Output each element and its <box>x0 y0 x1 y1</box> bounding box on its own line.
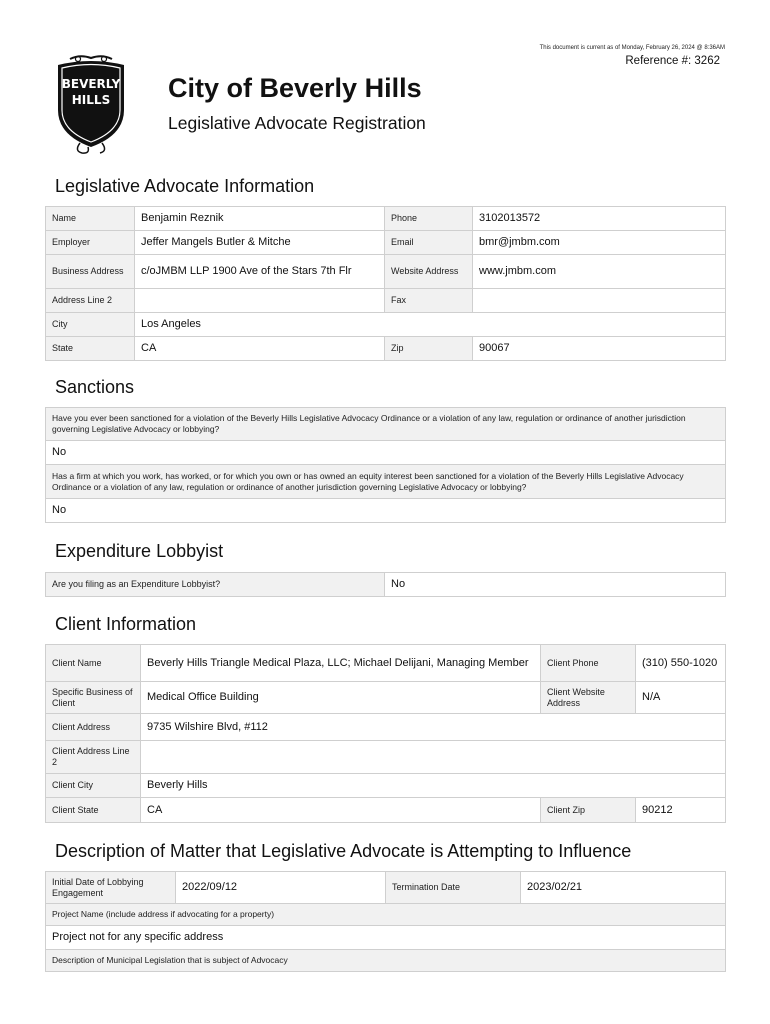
client-city-label: Client City <box>46 774 141 798</box>
address-line2-value <box>135 289 385 313</box>
city-label: City <box>46 313 135 337</box>
section-heading-client: Client Information <box>55 614 197 634</box>
page-title: City of Beverly Hills <box>168 73 422 103</box>
client-state-value: CA <box>141 798 541 823</box>
phone-label: Phone <box>385 207 473 231</box>
zip-value: 90067 <box>473 337 726 361</box>
section-heading-advocate: Legislative Advocate Information <box>55 176 315 196</box>
expenditure-table <box>45 572 726 597</box>
website-value: www.jmbm.com <box>473 255 726 289</box>
client-address-value: 9735 Wilshire Blvd, #112 <box>141 714 726 741</box>
sanction-answer-2: No <box>46 499 726 523</box>
section-heading-expenditure: Expenditure Lobbyist <box>55 541 224 561</box>
svg-text:HILLS: HILLS <box>71 93 111 107</box>
page-subtitle: Legislative Advocate Registration <box>168 113 426 133</box>
beverly-hills-shield-logo <box>50 55 132 155</box>
fax-value <box>473 289 726 313</box>
business-address-value: c/oJMBM LLP 1900 Ave of the Stars 7th Flr <box>135 255 385 289</box>
expenditure-answer: No <box>385 573 726 597</box>
initial-date-label: Initial Date of Lobbying Engagement <box>46 872 176 904</box>
fax-label: Fax <box>385 289 473 313</box>
sanctions-table <box>45 407 726 523</box>
state-value: CA <box>135 337 385 361</box>
initial-date-value: 2022/09/12 <box>176 872 386 904</box>
expenditure-question: Are you filing as an Expenditure Lobbyist? <box>46 573 385 597</box>
client-phone-value: (310) 550-1020 <box>636 645 726 682</box>
client-city-value: Beverly Hills <box>141 774 726 798</box>
zip-label: Zip <box>385 337 473 361</box>
matter-table <box>45 871 726 972</box>
email-label: Email <box>385 231 473 255</box>
client-address-line2-value <box>141 741 726 774</box>
project-name-label: Project Name (include address if advocating for a property) <box>46 904 726 926</box>
website-label: Website Address <box>385 255 473 289</box>
address-line2-label: Address Line 2 <box>46 289 135 313</box>
client-address-line2-label: Client Address Line 2 <box>46 741 141 774</box>
client-business-label: Specific Business of Client <box>46 682 141 714</box>
sanction-question-2: Has a firm at which you work, has worked, or for which you own or has owned an equity interest been sanctioned for a violation of the Beverly Hills Legislative Advocacy Ordinance or a violation of any law, regulation or ordinance of another jurisdiction governing Legislative Advocacy or lobbying? <box>46 465 726 499</box>
client-address-label: Client Address <box>46 714 141 741</box>
client-state-label: Client State <box>46 798 141 823</box>
client-zip-value: 90212 <box>636 798 726 823</box>
client-website-label: Client Website Address <box>541 682 636 714</box>
city-value: Los Angeles <box>135 313 726 337</box>
advocate-info-table <box>45 206 726 361</box>
business-address-label: Business Address <box>46 255 135 289</box>
sanction-question-1: Have you ever been sanctioned for a violation of the Beverly Hills Legislative Advocacy Ordinance or a violation of any law, regulation or ordinance of another jurisdiction governing Legislative Advocacy or lobbying? <box>46 408 726 441</box>
name-label: Name <box>46 207 135 231</box>
client-website-value: N/A <box>636 682 726 714</box>
client-name-value: Beverly Hills Triangle Medical Plaza, LLC; Michael Delijani, Managing Member <box>141 645 541 682</box>
termination-date-value: 2023/02/21 <box>521 872 726 904</box>
employer-label: Employer <box>46 231 135 255</box>
phone-value: 3102013572 <box>473 207 726 231</box>
client-business-value: Medical Office Building <box>141 682 541 714</box>
legislation-description-label: Description of Municipal Legislation that is subject of Advocacy <box>46 950 726 972</box>
document-current-note: This document is current as of Monday, February 26, 2024 @ 8:36AM <box>539 45 725 51</box>
client-phone-label: Client Phone <box>541 645 636 682</box>
reference-number: Reference #: 3262 <box>625 55 720 67</box>
sanction-answer-1: No <box>46 441 726 465</box>
section-heading-sanctions: Sanctions <box>55 377 135 397</box>
employer-value: Jeffer Mangels Butler & Mitche <box>135 231 385 255</box>
email-value: bmr@jmbm.com <box>473 231 726 255</box>
name-value: Benjamin Reznik <box>135 207 385 231</box>
svg-text:BEVERLY: BEVERLY <box>61 77 121 91</box>
client-info-table <box>45 644 726 823</box>
section-heading-matter: Description of Matter that Legislative Advocate is Attempting to Influence <box>55 841 632 861</box>
termination-date-label: Termination Date <box>386 872 521 904</box>
client-zip-label: Client Zip <box>541 798 636 823</box>
client-name-label: Client Name <box>46 645 141 682</box>
project-name-value: Project not for any specific address <box>46 926 726 950</box>
state-label: State <box>46 337 135 361</box>
